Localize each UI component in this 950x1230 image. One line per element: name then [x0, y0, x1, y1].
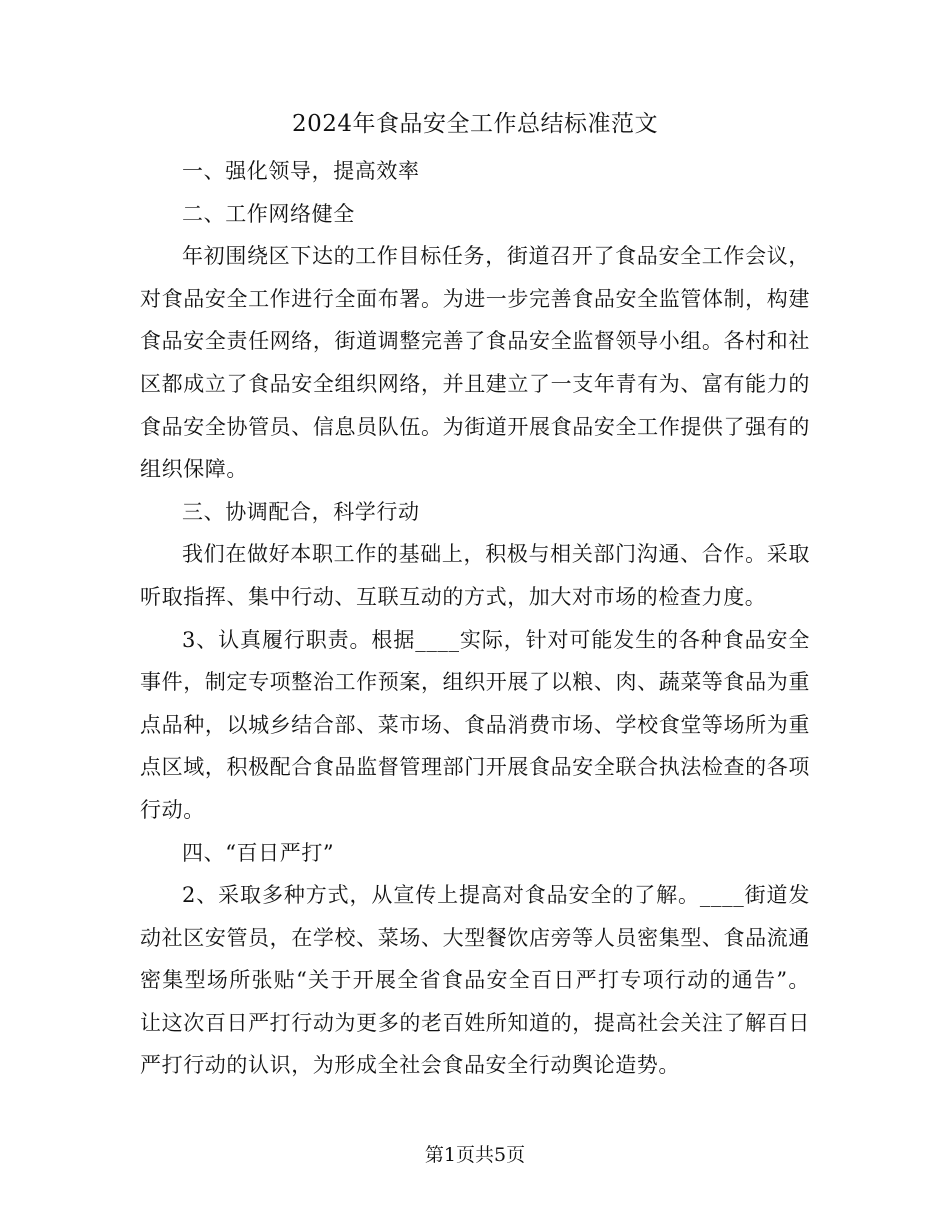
document-title: 2024年食品安全工作总结标准范文	[291, 111, 659, 137]
section-heading-1: 一、强化领导，提高效率	[182, 159, 420, 183]
section-heading-2: 二、工作网络健全	[182, 201, 355, 226]
body-paragraph-2: 我们在做好本职工作的基础上，积极与相关部门沟通、合作。采取听取指挥、集中行动、互联互动的方式，加大对市场的检查力度。	[140, 542, 810, 609]
document-body	[140, 150, 810, 1087]
body-paragraph-1: 年初围绕区下达的工作目标任务，街道召开了食品安全工作会议，对食品安全工作进行全面布署。为进一步完善食品安全监管体制，构建食品安全责任网络，街道调整完善了食品安全监督领导小组。各村和社区都成立了食品安全组织网络，并且建立了一支年青有为、富有能力的食品安全协管员、信息员队伍。为街道开展食品安全工作提供了强有的组织保障。	[140, 244, 810, 482]
section-heading-3: 三、协调配合，科学行动	[182, 499, 420, 524]
page-number-footer: 第1页共5页	[424, 1144, 526, 1166]
body-paragraph-3: 3、认真履行职责。根据____实际，针对可能发生的各种食品安全事件，制定专项整治工作预案，组织开展了以粮、肉、蔬菜等食品为重点品种，以城乡结合部、菜市场、食品消费市场、学校食堂等场所为重点区域，积极配合食品监督管理部门开展食品安全联合执法检查的各项行动。	[140, 627, 810, 822]
section-heading-4: 四、“百日严打”	[182, 840, 335, 865]
body-paragraph-4: 2、采取多种方式，从宣传上提高对食品安全的了解。____街道发动社区安管员，在学校、菜场、大型餐饮店旁等人员密集型、食品流通密集型场所张贴“关于开展全省食品安全百日严打专项行动的通告”。让这次百日严打行动为更多的老百姓所知道的，提高社会关注了解百日严打行动的认识，为形成全社会食品安全行动舆论造势。	[140, 883, 810, 1078]
